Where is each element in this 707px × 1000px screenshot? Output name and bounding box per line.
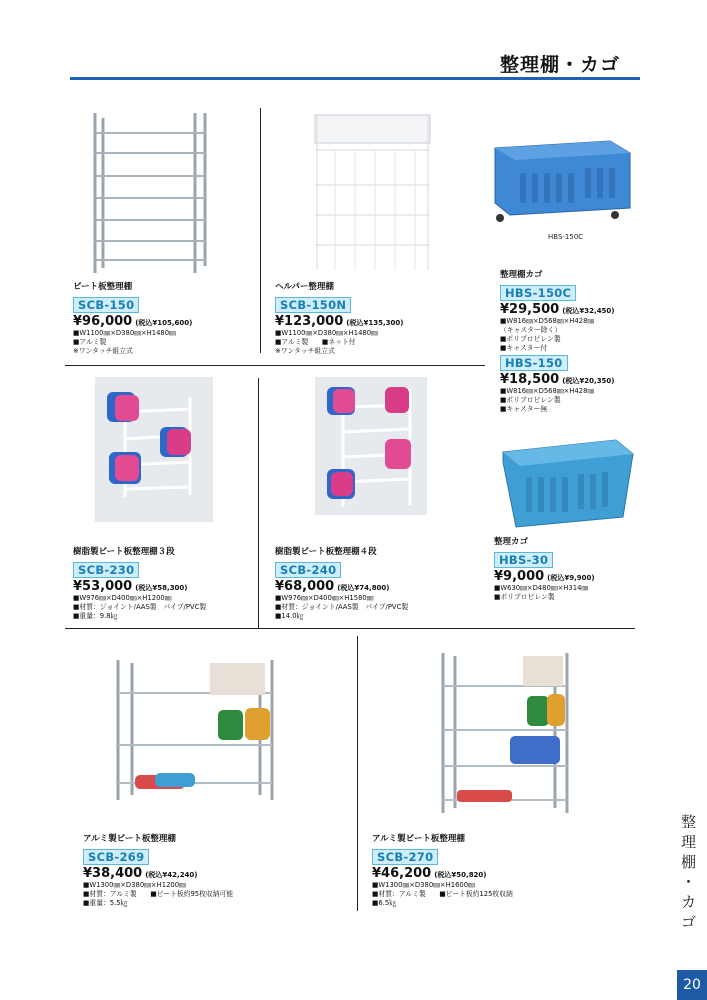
spec-line: ■材質：ジョイント/AAS製 パイプ/PVC製: [275, 603, 409, 611]
divider: [357, 636, 358, 911]
product-code: HBS-30: [494, 552, 553, 568]
tax-price: (税込¥58,300): [135, 584, 188, 592]
product-code: SCB-150N: [275, 297, 351, 313]
scb-269-image: [110, 655, 282, 805]
side-tab-char: 整: [680, 813, 696, 831]
spec-line: （キャスター除く）: [500, 326, 562, 334]
price: ¥38,400: [83, 866, 143, 881]
spec-line: ■W976㎜×D400㎜×H1580㎜: [275, 594, 374, 602]
price: ¥96,000: [73, 314, 133, 329]
product-code: HBS-150C: [500, 285, 576, 301]
spec-line: ■W630㎜×D480㎜×H314㎜: [494, 584, 589, 592]
spec-line: ■W1100㎜×D380㎜×H1480㎜: [275, 329, 378, 337]
product-name: アルミ製ビート板整理棚: [372, 834, 465, 844]
spec-line: ■アルミ製 ■ネット付: [275, 338, 356, 346]
side-tab-char: 棚: [680, 853, 696, 871]
side-tab-char: ゴ: [680, 913, 696, 931]
header-rule: [70, 77, 640, 80]
side-tab-char: 理: [680, 833, 696, 851]
price: ¥123,000: [275, 314, 344, 329]
spec-line: ■キャスター無: [500, 405, 548, 413]
product-scb-150n: [275, 280, 495, 356]
product-scb-269: [83, 832, 323, 908]
price: ¥29,500: [500, 302, 560, 317]
product-hbs-30: [494, 535, 659, 602]
price: ¥18,500: [500, 372, 560, 387]
spec-line: ※ワンタッチ組立式: [275, 347, 335, 355]
side-tab-char: ・: [680, 873, 696, 891]
product-hbs-150: [500, 352, 660, 414]
product-name: 整理カゴ: [494, 537, 529, 547]
spec-line: ■キャスター付: [500, 344, 548, 352]
page-number: 20: [677, 970, 707, 1000]
hbs-30-image: [498, 432, 636, 530]
scb-230-image: [95, 377, 213, 522]
scb-270-image: [435, 648, 577, 818]
product-name: 樹脂製ビート板整理棚３段: [73, 547, 175, 557]
product-scb-150: [73, 280, 293, 356]
page-title: 整理棚・カゴ: [500, 54, 621, 76]
side-index-tab: [670, 812, 707, 932]
spec-line: ■材質：アルミ製 ■ビート板約125枚収納: [372, 890, 513, 898]
divider: [65, 365, 485, 366]
spec-line: ■アルミ製: [73, 338, 107, 346]
product-scb-240: [275, 545, 495, 621]
tax-price: (税込¥32,450): [562, 307, 615, 315]
side-tab-char: カ: [680, 893, 696, 911]
spec-line: ■W1100㎜×D380㎜×H1480㎜: [73, 329, 176, 337]
price: ¥68,000: [275, 579, 335, 594]
product-code: SCB-270: [372, 849, 438, 865]
spec-line: ■材質：ジョイント/AAS製 パイプ/PVC製: [73, 603, 207, 611]
product-name: ヘルパー整理棚: [275, 282, 334, 292]
spec-line: ■ポリプロピレン製: [500, 396, 561, 404]
product-code: SCB-240: [275, 562, 341, 578]
price: ¥46,200: [372, 866, 432, 881]
tax-price: (税込¥135,300): [346, 319, 404, 327]
price: ¥53,000: [73, 579, 133, 594]
spec-line: ※ワンタッチ組立式: [73, 347, 133, 355]
spec-line: ■W816㎜×D568㎜×H428㎜: [500, 387, 595, 395]
tax-price: (税込¥20,350): [562, 377, 615, 385]
product-name: アルミ製ビート板整理棚: [83, 834, 176, 844]
hbs-150c-caption: HBS-150C: [548, 233, 584, 241]
tax-price: (税込¥9,900): [547, 574, 595, 582]
spec-line: ■重量：5.5㎏: [83, 899, 128, 907]
product-code: SCB-230: [73, 562, 139, 578]
spec-line: ■W1300㎜×D380㎜×H1200㎜: [83, 881, 186, 889]
product-scb-270: [372, 832, 612, 908]
spec-line: ■材質：アルミ製 ■ビート板約95枚収納可能: [83, 890, 234, 898]
product-code: SCB-150: [73, 297, 139, 313]
tax-price: (税込¥50,820): [434, 871, 487, 879]
spec-line: ■W1300㎜×D380㎜×H1600㎜: [372, 881, 475, 889]
product-name: 樹脂製ビート板整理棚４段: [275, 547, 377, 557]
spec-line: ■ポリプロピレン製: [494, 593, 555, 601]
spec-line: ■W816㎜×D568㎜×H428㎜: [500, 317, 595, 325]
product-name: ビート板整理棚: [73, 282, 133, 292]
product-name: 整理棚カゴ: [500, 270, 543, 280]
tax-price: (税込¥42,240): [145, 871, 198, 879]
spec-line: ■6.5㎏: [372, 899, 397, 907]
product-code: SCB-269: [83, 849, 149, 865]
scb-150n-image: [305, 110, 440, 275]
product-hbs-150c: [500, 268, 660, 353]
price: ¥9,000: [494, 569, 545, 584]
spec-line: ■重量：9.8㎏: [73, 612, 118, 620]
divider: [65, 628, 635, 629]
spec-line: ■14.0㎏: [275, 612, 304, 620]
scb-150-image: [85, 108, 215, 278]
spec-line: ■W976㎜×D400㎜×H1200㎜: [73, 594, 172, 602]
product-code: HBS-150: [500, 355, 568, 371]
product-scb-230: [73, 545, 293, 621]
tax-price: (税込¥74,800): [337, 584, 390, 592]
hbs-150c-image: [490, 133, 635, 228]
tax-price: (税込¥105,600): [135, 319, 193, 327]
scb-240-image: [315, 377, 427, 515]
spec-line: ■ポリプロピレン製: [500, 335, 561, 343]
